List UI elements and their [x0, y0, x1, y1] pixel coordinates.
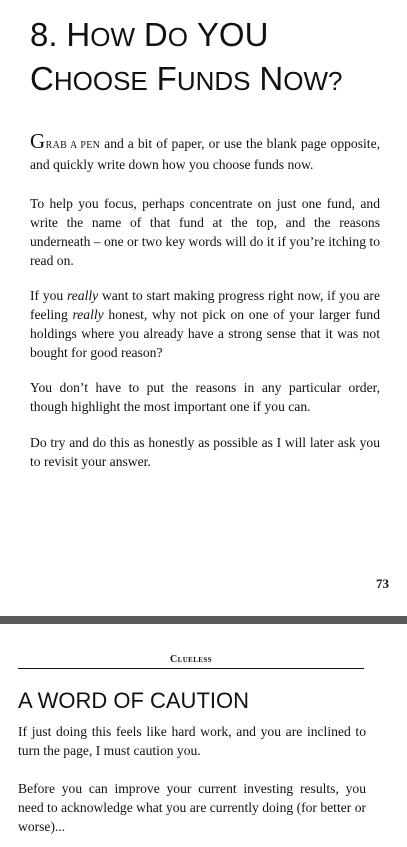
emphasis-really-2: really	[72, 307, 104, 322]
title-word-funds-rest: UNDS	[176, 66, 251, 96]
title-word-how-rest: OW	[90, 22, 136, 52]
page-number: 73	[376, 576, 389, 591]
paragraph-3-part-c: honest, why not pick on one of your larger fund holdings where you already have a strong sense that it was not bought for good reason?	[30, 307, 380, 360]
paragraph-1	[30, 129, 380, 174]
chapter-title-line-2	[30, 58, 390, 102]
next-page-paragraph-1: If just doing this feels like hard work, and you are inclined to turn the page, I must caution you.	[18, 724, 366, 758]
title-word-funds-cap: F	[156, 60, 177, 97]
paragraph-3	[30, 286, 380, 362]
paragraph-3-part-a: If you	[30, 288, 67, 303]
running-head-label: Clueless	[170, 654, 212, 665]
page-divider	[0, 616, 407, 624]
title-word-you: YOU	[196, 16, 269, 53]
running-head	[18, 654, 364, 665]
chapter-title-line-1	[30, 14, 390, 58]
section-heading: A WORD OF CAUTION	[18, 688, 249, 713]
chapter-number: 8.	[30, 16, 58, 53]
emphasis-really-1: really	[66, 288, 99, 303]
paragraph-1-text: and a bit of paper, or use the blank page opposite, and quickly write down how you choose funds now.	[30, 136, 380, 172]
running-head-rule	[18, 668, 364, 669]
paragraph-2: To help you focus, perhaps concentrate on just one fund, and write the name of that fund at the top, and the reasons underneath – one or two key words will do it if you’re itching to read on.	[30, 196, 380, 268]
paragraph-3-part-b: want to start making progress right now, if you are feeling	[30, 288, 380, 322]
chapter-title	[30, 14, 390, 102]
title-word-now-rest: OW?	[283, 66, 343, 96]
title-word-do-rest: O	[167, 22, 188, 52]
paragraph-4: You don’t have to put the reasons in any particular order, though highlight the most important one if you can.	[30, 380, 380, 414]
title-word-do-cap: D	[143, 16, 168, 53]
title-word-how-cap: H	[66, 16, 91, 53]
paragraph-5: Do try and do this as honestly as possible as I will later ask you to revisit your answer.	[30, 435, 380, 469]
title-word-choose-rest: HOOSE	[53, 66, 148, 96]
title-word-now-cap: N	[259, 60, 284, 97]
drop-cap: G	[30, 129, 46, 153]
small-caps-lead: RAB A PEN	[45, 140, 101, 151]
next-page-paragraph-2: Before you can improve your current investing results, you need to acknowledge what you are currently doing (for better or worse)...	[18, 781, 367, 834]
title-word-choose-cap: C	[30, 60, 54, 97]
